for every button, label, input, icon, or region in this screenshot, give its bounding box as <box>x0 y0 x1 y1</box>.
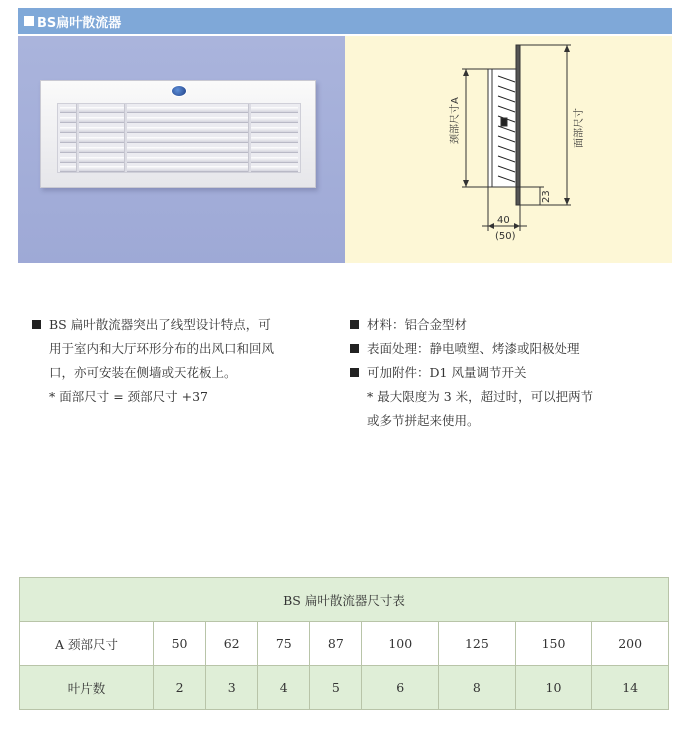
table-cell: 125 <box>439 622 516 666</box>
table-row-neck-size <box>20 622 669 666</box>
table-cell: 14 <box>592 666 669 710</box>
table-cell: 150 <box>515 622 592 666</box>
table-caption-row <box>20 578 669 622</box>
bullet-features <box>32 313 332 337</box>
brand-badge-icon <box>171 85 187 97</box>
surface-text: 表面处理：静电喷塑、烤漆或阳极处理 <box>367 341 580 356</box>
length-note-line-1: * 最大限度为 3 米，超过时，可以把两节 <box>367 389 594 404</box>
table-cell: 8 <box>439 666 516 710</box>
feature-line-2: 用于室内和大厅环形分布的出风口和回风 <box>49 341 275 356</box>
row-header-neck: A 颈部尺寸 <box>20 622 154 666</box>
bullet-material <box>350 313 670 337</box>
table-cell: 2 <box>154 666 206 710</box>
table-cell: 62 <box>206 622 258 666</box>
bullet-accessory <box>350 361 670 385</box>
table-cell: 50 <box>154 622 206 666</box>
dimension-23: 23 <box>541 190 552 203</box>
size-table <box>19 577 669 710</box>
size-note: * 面部尺寸 = 颈部尺寸 +37 <box>49 389 208 404</box>
title-square-icon <box>24 16 34 26</box>
table-caption: BS 扁叶散流器尺寸表 <box>20 578 669 622</box>
bullet-surface <box>350 337 670 361</box>
table-cell: 75 <box>258 622 310 666</box>
bullet-icon <box>32 320 41 329</box>
material-text: 材料：铝合金型材 <box>367 317 468 332</box>
section-drawing <box>345 36 672 263</box>
neck-dimension-label: 颈部尺寸A <box>450 97 461 144</box>
section-title-bar <box>18 8 672 34</box>
table-cell: 100 <box>362 622 439 666</box>
section-title: BS扁叶散流器 <box>37 15 122 31</box>
product-photo <box>18 36 345 263</box>
table-cell: 6 <box>362 666 439 710</box>
table-cell: 87 <box>310 622 362 666</box>
feature-line-3: 口，亦可安装在侧墙或天花板上。 <box>49 365 237 380</box>
accessory-text: 可加附件：D1 风量调节开关 <box>367 365 527 380</box>
description-right <box>350 313 670 433</box>
table-cell: 200 <box>592 622 669 666</box>
bullet-icon <box>350 368 359 377</box>
grille-illustration <box>40 80 316 188</box>
table-cell: 5 <box>310 666 362 710</box>
dimension-40: 40 <box>497 215 510 226</box>
table-cell: 3 <box>206 666 258 710</box>
table-cell: 10 <box>515 666 592 710</box>
grille-slats <box>57 103 301 173</box>
dimension-50: (50) <box>495 231 516 242</box>
length-note-line-2: 或多节拼起来使用。 <box>367 413 480 428</box>
table-cell: 4 <box>258 666 310 710</box>
bullet-icon <box>350 320 359 329</box>
description-left <box>32 313 332 409</box>
face-dimension-label: 面部尺寸 <box>574 108 585 148</box>
row-header-blades: 叶片数 <box>20 666 154 710</box>
dimension-diagram <box>345 36 672 263</box>
bullet-icon <box>350 344 359 353</box>
feature-line-1: BS 扁叶散流器突出了线型设计特点，可 <box>49 317 271 332</box>
table-row-blade-count <box>20 666 669 710</box>
